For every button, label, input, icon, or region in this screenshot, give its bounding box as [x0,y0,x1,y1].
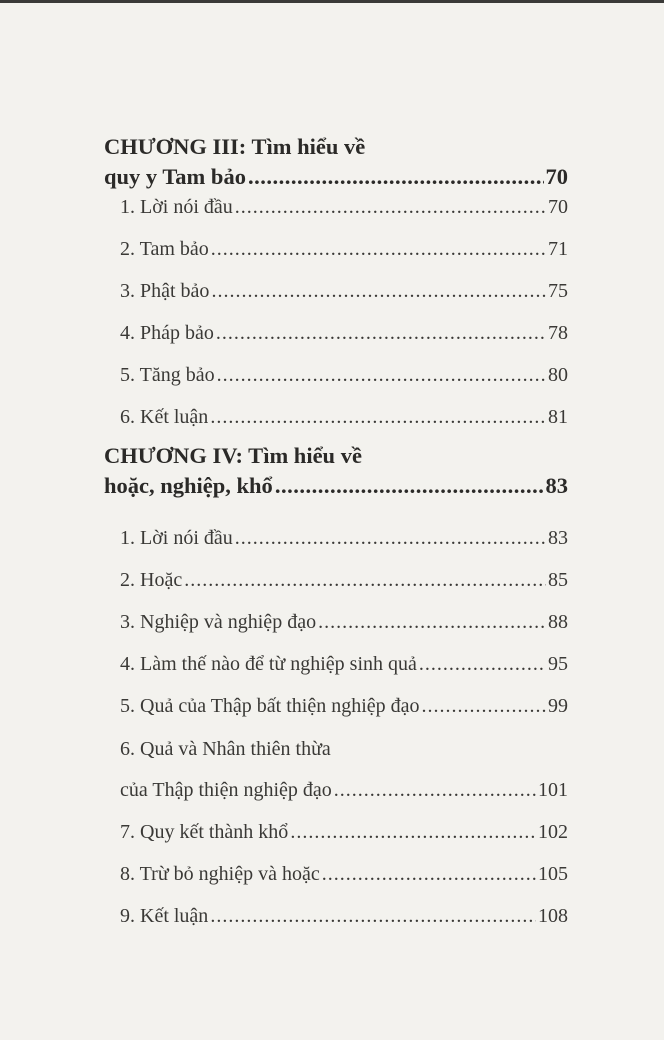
dot-leader [322,863,536,886]
page-number: 99 [548,695,568,717]
item-label: 6. Quả và Nhân thiên thừa [120,738,331,760]
chapter-title-line2: quy y Tam bảo [104,164,246,189]
toc-item[interactable] [120,863,568,893]
toc-item[interactable] [120,779,568,809]
toc-item[interactable] [120,653,568,683]
dot-leader [217,364,546,387]
page-number: 108 [538,905,568,927]
dot-leader [248,164,544,190]
item-label: 2. Tam bảo [120,238,209,260]
toc-item[interactable] [120,322,568,352]
item-label: 8. Trừ bỏ nghiệp và hoặc [120,863,320,885]
page-number: 83 [548,527,568,549]
item-label: 4. Làm thế nào để từ nghiệp sinh quả [120,653,417,675]
page-number: 71 [548,238,568,260]
page-number: 85 [548,569,568,591]
toc-item-line1[interactable] [120,738,568,768]
chapter-title [104,443,568,473]
dot-leader [210,905,536,928]
page-number: 88 [548,611,568,633]
toc-item[interactable] [120,569,568,599]
toc-item[interactable] [120,196,568,226]
page-number: 80 [548,364,568,386]
item-label: 1. Lời nói đầu [120,196,233,218]
dot-leader [275,473,544,499]
item-label: 7. Quy kết thành khổ [120,821,289,843]
scan-edge [0,0,664,3]
chapter-entry[interactable] [104,473,568,503]
chapter-entry[interactable] [104,164,568,194]
page-number: 70 [548,196,568,218]
toc-item[interactable] [120,364,568,394]
page-number: 95 [548,653,568,675]
page-number: 75 [548,280,568,302]
chapter-title-line2: hoặc, nghiệp, khổ [104,473,273,498]
dot-leader [290,821,536,844]
item-label: 9. Kết luận [120,905,209,927]
item-label: 5. Quả của Thập bất thiện nghiệp đạo [120,695,420,717]
toc-item[interactable] [120,905,568,935]
toc-item[interactable] [120,527,568,557]
page-number: 78 [548,322,568,344]
dot-leader [235,527,546,550]
dot-leader [419,653,546,676]
page-number: 105 [538,863,568,885]
item-label-line2: của Thập thiện nghiệp đạo [120,779,332,801]
chapter-title-line1: CHƯƠNG IV: Tìm hiểu về [104,443,362,468]
page-number: 81 [548,406,568,428]
page-number: 83 [545,473,568,498]
item-label: 2. Hoặc [120,569,183,591]
page-number: 70 [545,164,568,189]
toc-item[interactable] [120,695,568,725]
dot-leader [235,196,546,219]
dot-leader [318,611,546,634]
toc-item[interactable] [120,238,568,268]
dot-leader [334,779,536,802]
dot-leader [210,406,546,429]
toc-item[interactable] [120,280,568,310]
item-label: 5. Tăng bảo [120,364,215,386]
toc-item[interactable] [120,611,568,641]
page-number: 102 [538,821,568,843]
item-label: 6. Kết luận [120,406,209,428]
chapter-title-line1: CHƯƠNG III: Tìm hiểu về [104,134,366,159]
page-number: 101 [538,779,568,801]
dot-leader [422,695,546,718]
item-label: 1. Lời nói đầu [120,527,233,549]
dot-leader [211,238,546,261]
dot-leader [216,322,546,345]
toc-item[interactable] [120,406,568,436]
item-label: 3. Nghiệp và nghiệp đạo [120,611,317,633]
dot-leader [211,280,546,303]
dot-leader [184,569,546,592]
item-label: 4. Pháp bảo [120,322,214,344]
chapter-title [104,134,568,164]
item-label: 3. Phật bảo [120,280,210,302]
toc-item[interactable] [120,821,568,851]
